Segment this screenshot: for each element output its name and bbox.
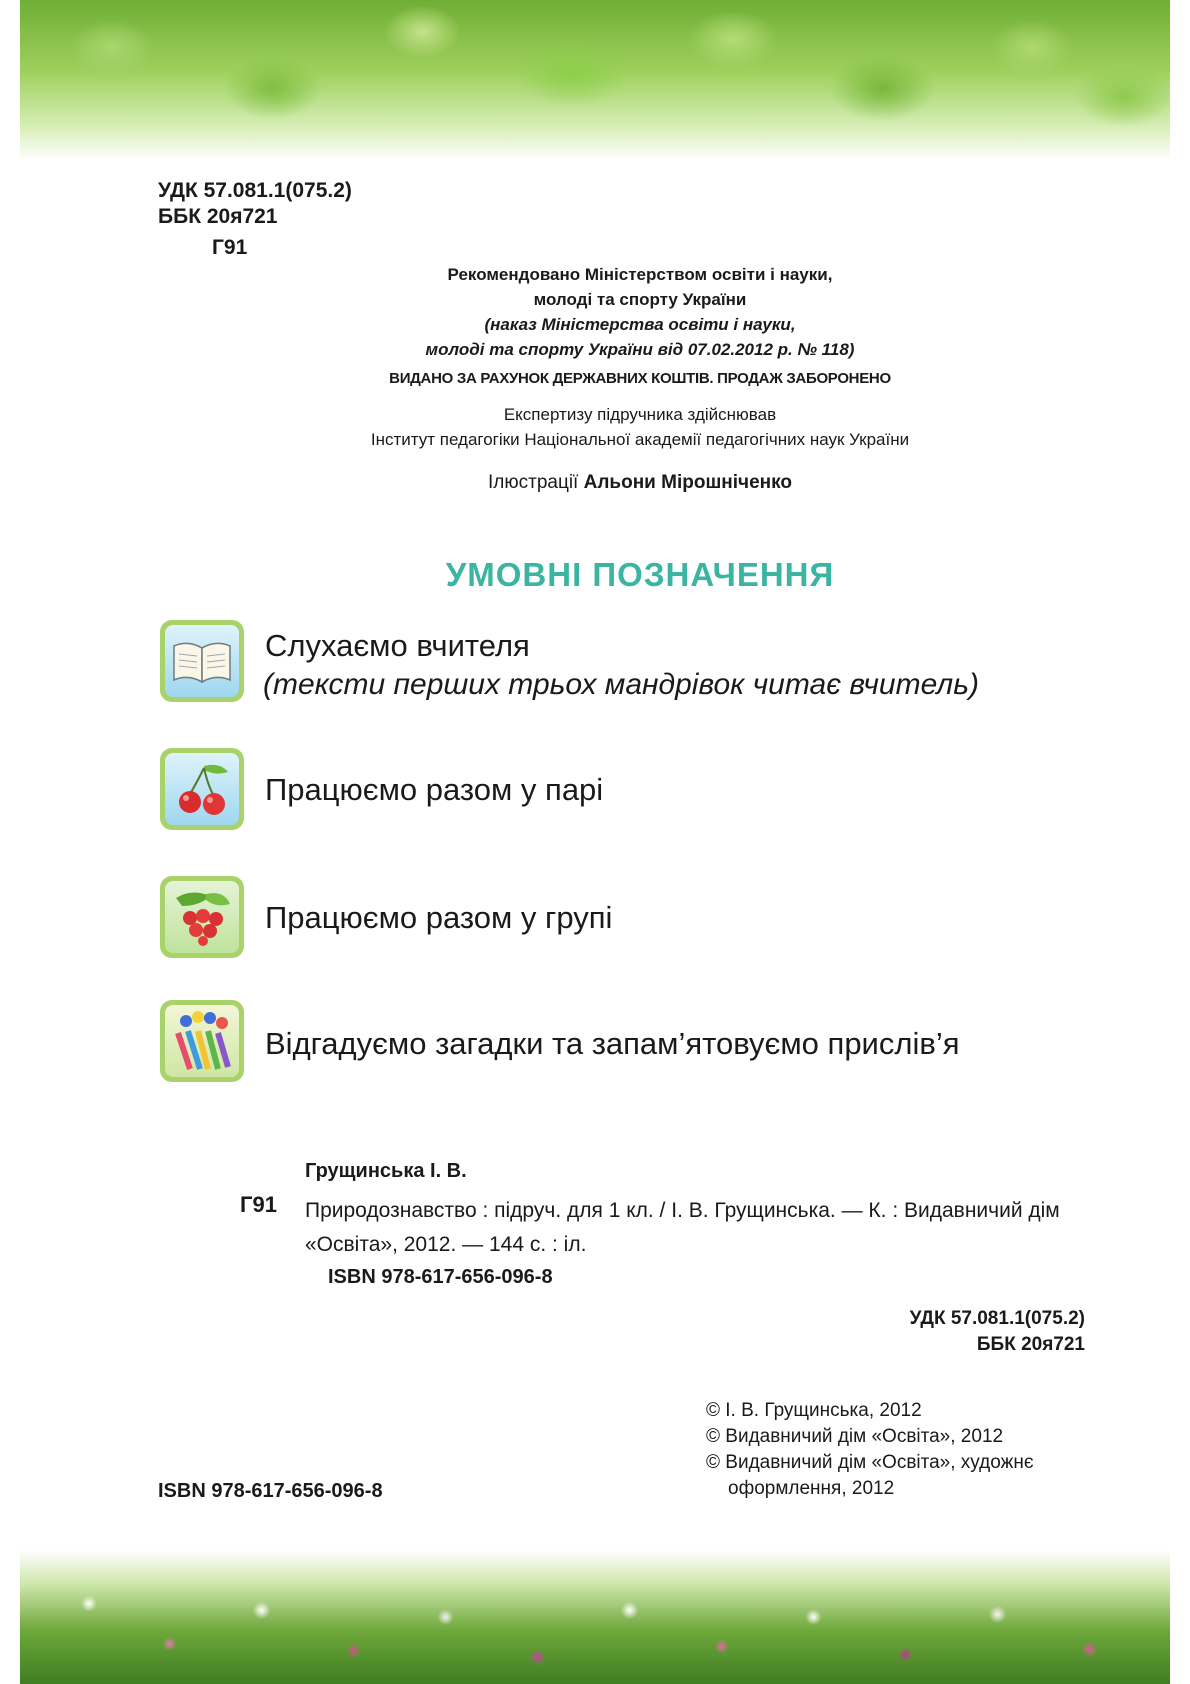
biblio-udk: УДК 57.081.1(075.2) [909,1308,1085,1329]
biblio-code: Г91 [240,1192,277,1217]
legend-label: Відгадуємо загадки та запам’ятовуємо прислів’я [265,1026,960,1061]
udk-code: УДК 57.081.1(075.2) [158,179,352,202]
wreath-icon [160,1000,244,1082]
legend-title: УМОВНІ ПОЗНАЧЕННЯ [445,556,835,593]
classification-block [158,178,352,230]
illustrator-name: Альони Мірошніченко [583,472,792,493]
author-mark: Г91 [212,236,248,259]
foliage-banner [20,0,1170,160]
biblio-author: Грущинська І. В. [305,1160,467,1182]
biblio-isbn: ISBN 978-617-656-096-8 [328,1266,553,1288]
cherries-icon [160,748,244,830]
legend-label: Працюємо разом у парі [265,772,604,807]
copyright-block: © І. В. Грущинська, 2012 © Видавничий дім «Освіта», 2012 © Видавничий дім «Освіта», художнє оформлення, 2012 [706,1400,1034,1499]
legend-label: Працюємо разом у групі [265,900,613,935]
legend-label: Слухаємо вчителя [265,628,530,663]
biblio-bbk: ББК 20я721 [976,1334,1085,1355]
flower-meadow-banner [20,1550,1170,1684]
ministry-recommendation: Рекомендовано Міністерством освіти і науки, молоді та спорту України (наказ Міністерства освіти і науки, молоді та спорту України від 07.02.2012 р. № 118) [425,265,855,359]
isbn-bottom: ISBN 978-617-656-096-8 [158,1480,383,1502]
expertise-note: Експертизу підручника здійснював Інститут педагогіки Національної академії педагогічних наук України [370,405,910,449]
biblio-description: Природознавство : підруч. для 1 кл. / І. В. Грущинська. — К. : Видавничий дім «Освіта», 2012. — 144 с. : іл. [305,1199,1060,1256]
book-icon [160,620,244,702]
berries-icon [160,876,244,958]
illustrator-credit: Ілюстрації Альони Мірошніченко [488,472,792,493]
bbk-code: ББК 20я721 [158,205,278,228]
legend-sublabel: (тексти перших трьох мандрівок читає вчитель) [263,668,979,701]
funds-notice: ВИДАНО ЗА РАХУНОК ДЕРЖАВНИХ КОШТІВ. ПРОДАЖ ЗАБОРОНЕНО [389,370,891,387]
biblio-classification [910,1306,1085,1358]
